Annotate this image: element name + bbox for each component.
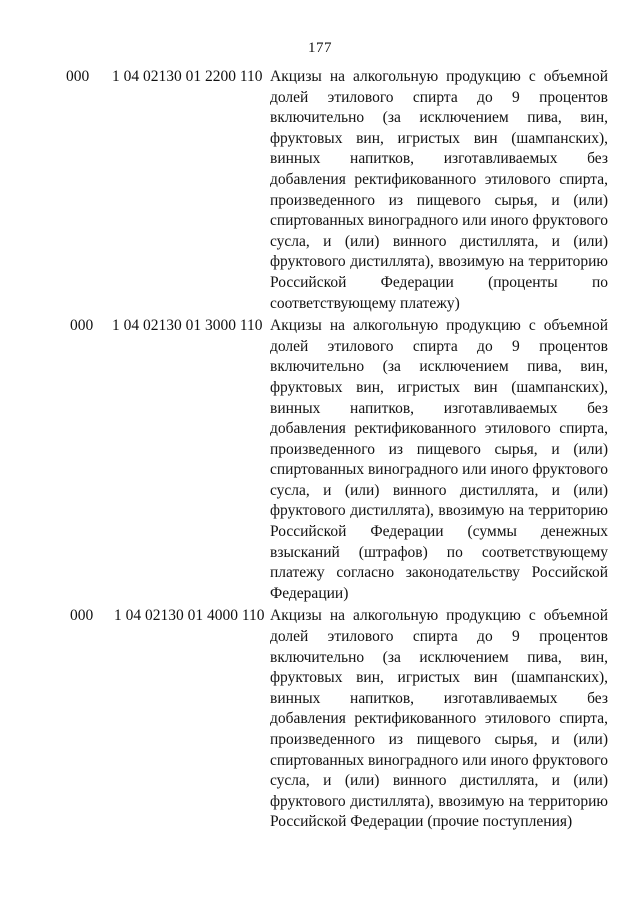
admin-code: 000 xyxy=(70,607,94,625)
table-row xyxy=(0,606,640,833)
kbk-code: 1 04 02130 01 4000 110 xyxy=(114,607,265,625)
kbk-description: Акцизы на алкогольную продукцию с объемной долей этилового спирта до 9 процентов включительно (за исключением пива, вин, фруктовых вин, игристых вин (шампанских), винных напитков, изготавливаемых без добавления ректификованного этилового спирта, произведенного из пищевого сырья, и (или) спиртованных виноградного или иного фруктового сусла, и (или) винного дистиллята, и (или) фруктового дистиллята), ввозимую на территорию Российской Федерации (прочие поступления) xyxy=(270,607,608,831)
table-row xyxy=(0,316,640,604)
kbk-code: 1 04 02130 01 3000 110 xyxy=(112,317,263,335)
kbk-description: Акцизы на алкогольную продукцию с объемной долей этилового спирта до 9 процентов включительно (за исключением пива, вин, фруктовых вин, игристых вин (шампанских), винных напитков, изготавливаемых без добавления ректификованного этилового спирта, произведенного из пищевого сырья, и (или) спиртованных виноградного или иного фруктового сусла, и (или) винного дистиллята, и (или) фруктового дистиллята), ввозимую на территорию Российской Федерации (проценты по соответствующему платежу) xyxy=(270,68,608,312)
page-number: 177 xyxy=(308,40,332,56)
admin-code: 000 xyxy=(66,68,90,85)
kbk-description: Акцизы на алкогольную продукцию с объемной долей этилового спирта до 9 процентов включительно (за исключением пива, вин, фруктовых вин, игристых вин (шампанских), винных напитков, изготавливаемых без добавления ректификованного этилового спирта, произведенного из пищевого сырья, и (или) спиртованных виноградного или иного фруктового сусла, и (или) винного дистиллята, и (или) фруктового дистиллята), ввозимую на территорию Российской Федерации (суммы денежных взысканий (штрафов) по соответствующему платежу согласно законодательству Российской Федерации) xyxy=(270,317,608,602)
kbk-code: 1 04 02130 01 2200 110 xyxy=(112,68,263,85)
table-row xyxy=(0,67,640,314)
kbk-table xyxy=(0,67,640,834)
admin-code: 000 xyxy=(70,317,94,335)
